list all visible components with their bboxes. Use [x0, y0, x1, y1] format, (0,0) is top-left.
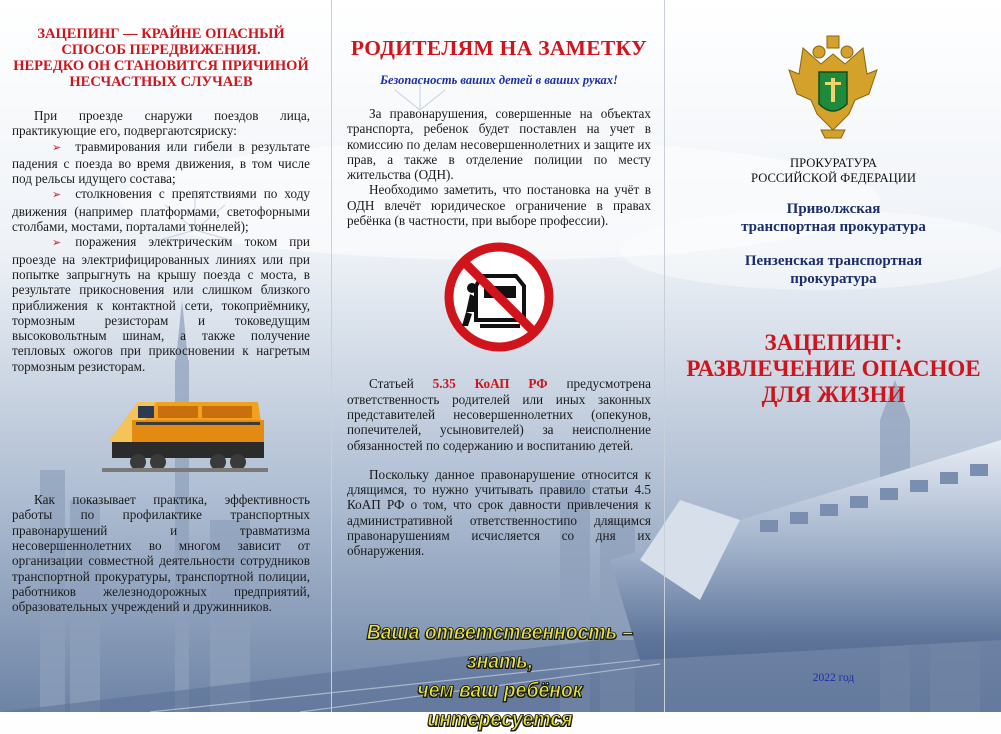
arrow-bullet-icon: ➢: [52, 141, 62, 154]
registration-text: За правонарушения, совершенные на объектах транспорта, ребенок будет поставлен на учет в комиссию по делам несовершеннолетних и защите их прав, а также в отделение полиции по месту жительства (ОДН).: [347, 106, 651, 183]
cover-title: ЗАЦЕПИНГ: РАЗВЛЕЧЕНИЕ ОПАСНОЕ ДЛЯ ЖИЗНИ: [686, 330, 981, 407]
warning-heading: ЗАЦЕПИНГ — КРАЙНЕ ОПАСНЫЙ СПОСОБ ПЕРЕДВИЖЕНИЯ. НЕРЕДКО ОН СТАНОВИТСЯ ПРИЧИНОЙ НЕСЧАСТНЫХ СЛУЧАЕВ: [13, 26, 309, 90]
panel-left: [0, 0, 330, 712]
dept-volga: Приволжская транспортная прокуратура: [741, 201, 926, 235]
statute-text: Поскольку данное правонарушение относится к длящимся, то нужно учитывать правило статьи 4.5 КоАП РФ о том, что срок давности привлечения к административной ответственностипо длящимся правонарушениям исчисляется со дня их обнаружения.: [347, 466, 651, 559]
responsibility-slogan: Ваша ответственность – знать, чем ваш ребёнок интересуется: [366, 621, 634, 731]
liability-text: Статьей 5.35 КоАП РФ предусмотрена ответственность родителей или иных законных представителей несовершеннолетних (опекунов, попечителей, усыновителей) за неисполнение обязанностей по содержанию и воспитанию детей.: [347, 376, 652, 453]
panel-middle: [333, 0, 663, 731]
org-name: ПРОКУРАТУРА РОССИЙСКОЙ ФЕДЕРАЦИИ: [751, 156, 916, 185]
no-train-surfing-sign-icon: [444, 242, 554, 352]
panel-cover: [666, 0, 1001, 712]
parents-title: РОДИТЕЛЯМ НА ЗАМЕТКУ: [350, 36, 648, 60]
dept-penza: Пензенская транспортная прокуратура: [744, 253, 923, 287]
locomotive-illustration: [98, 380, 268, 480]
prevention-text: Как показывает практика, эффективность работы по профилактике транспортных правонарушений и травматизма несовершеннолетних во многом зависит от организации совместной деятельности сотрудников транспортной прокуратуры, транспортной полиции, работников железнодорожных предприятий, образовательных учреждений и дружинников.: [12, 492, 310, 615]
restriction-text: Необходимо заметить, что постановка на учёт в ОДН влечёт юридическое ограничение в правах ребёнка (в частности, при выборе профессии).: [347, 182, 651, 229]
risk-bullet: ➢ столкновения с препятствиями по ходу движения (например платформами, светофорными столбами, мостами, порталами тоннелей);: [12, 186, 310, 235]
risk-intro-text: При проезде снаружи поездов лица, практикующие его, подвергаютсяриску:: [12, 108, 310, 139]
parents-subtitle: Безопасность ваших детей в ваших руках!: [380, 73, 618, 87]
risk-bullet: ➢ поражения электрическим током при проезде на электрифицированных линиях или при попытке запрыгнуть на крышу поезда с моста, в результате прикосновения или слишком близкого приближения к контактной сети, токоприёмнику, тормозным резисторам и токоведущим высоковольтным шинам, а также получение тепловых ожогов при прикосновении к нагретым тормозным резисторам.: [12, 234, 310, 374]
risk-bullet: ➢ травмирования или гибели в результате падения с поезда во время движения, в том числе под рельсы идущего состава;: [12, 138, 310, 187]
koap-article-link: 5.35 КоАП РФ: [432, 376, 548, 392]
arrow-bullet-icon: ➢: [52, 189, 62, 202]
arrow-bullet-icon: ➢: [52, 237, 62, 250]
year-label: 2022 год: [812, 672, 855, 684]
prosecutor-office-emblem-icon: [783, 34, 883, 144]
